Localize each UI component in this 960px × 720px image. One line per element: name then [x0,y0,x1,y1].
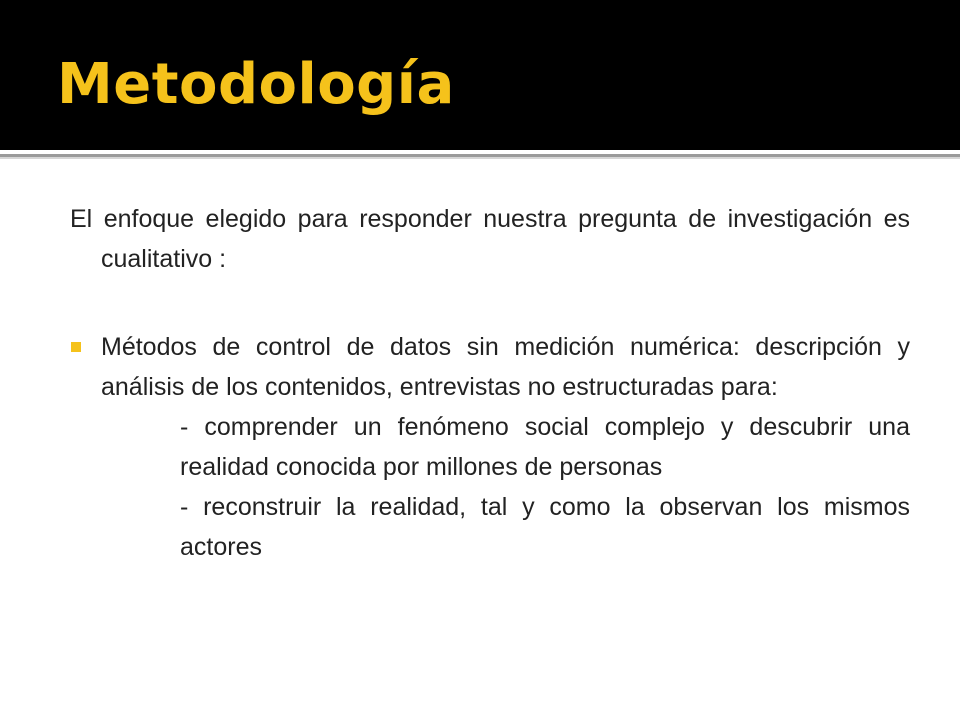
slide-title: Metodología [57,52,455,117]
bullet-item [70,327,910,567]
intro-paragraph: El enfoque elegido para responder nuestra pregunta de investigación es cualitativo : [70,205,910,273]
divider-shadow [0,157,960,159]
slide-body [70,199,910,567]
title-bar [0,0,960,150]
sub-item-comprender: - comprender un fenómeno social complejo y descubrir una realidad conocida por millones de personas [180,413,910,481]
sub-item-reconstruir: - reconstruir la realidad, tal y como la observan los mismos actores [180,493,910,561]
square-bullet-icon [71,342,81,352]
bullet-text: Métodos de control de datos sin medición numérica: descripción y análisis de los contenidos, entrevistas no estructuradas para: [101,333,910,401]
